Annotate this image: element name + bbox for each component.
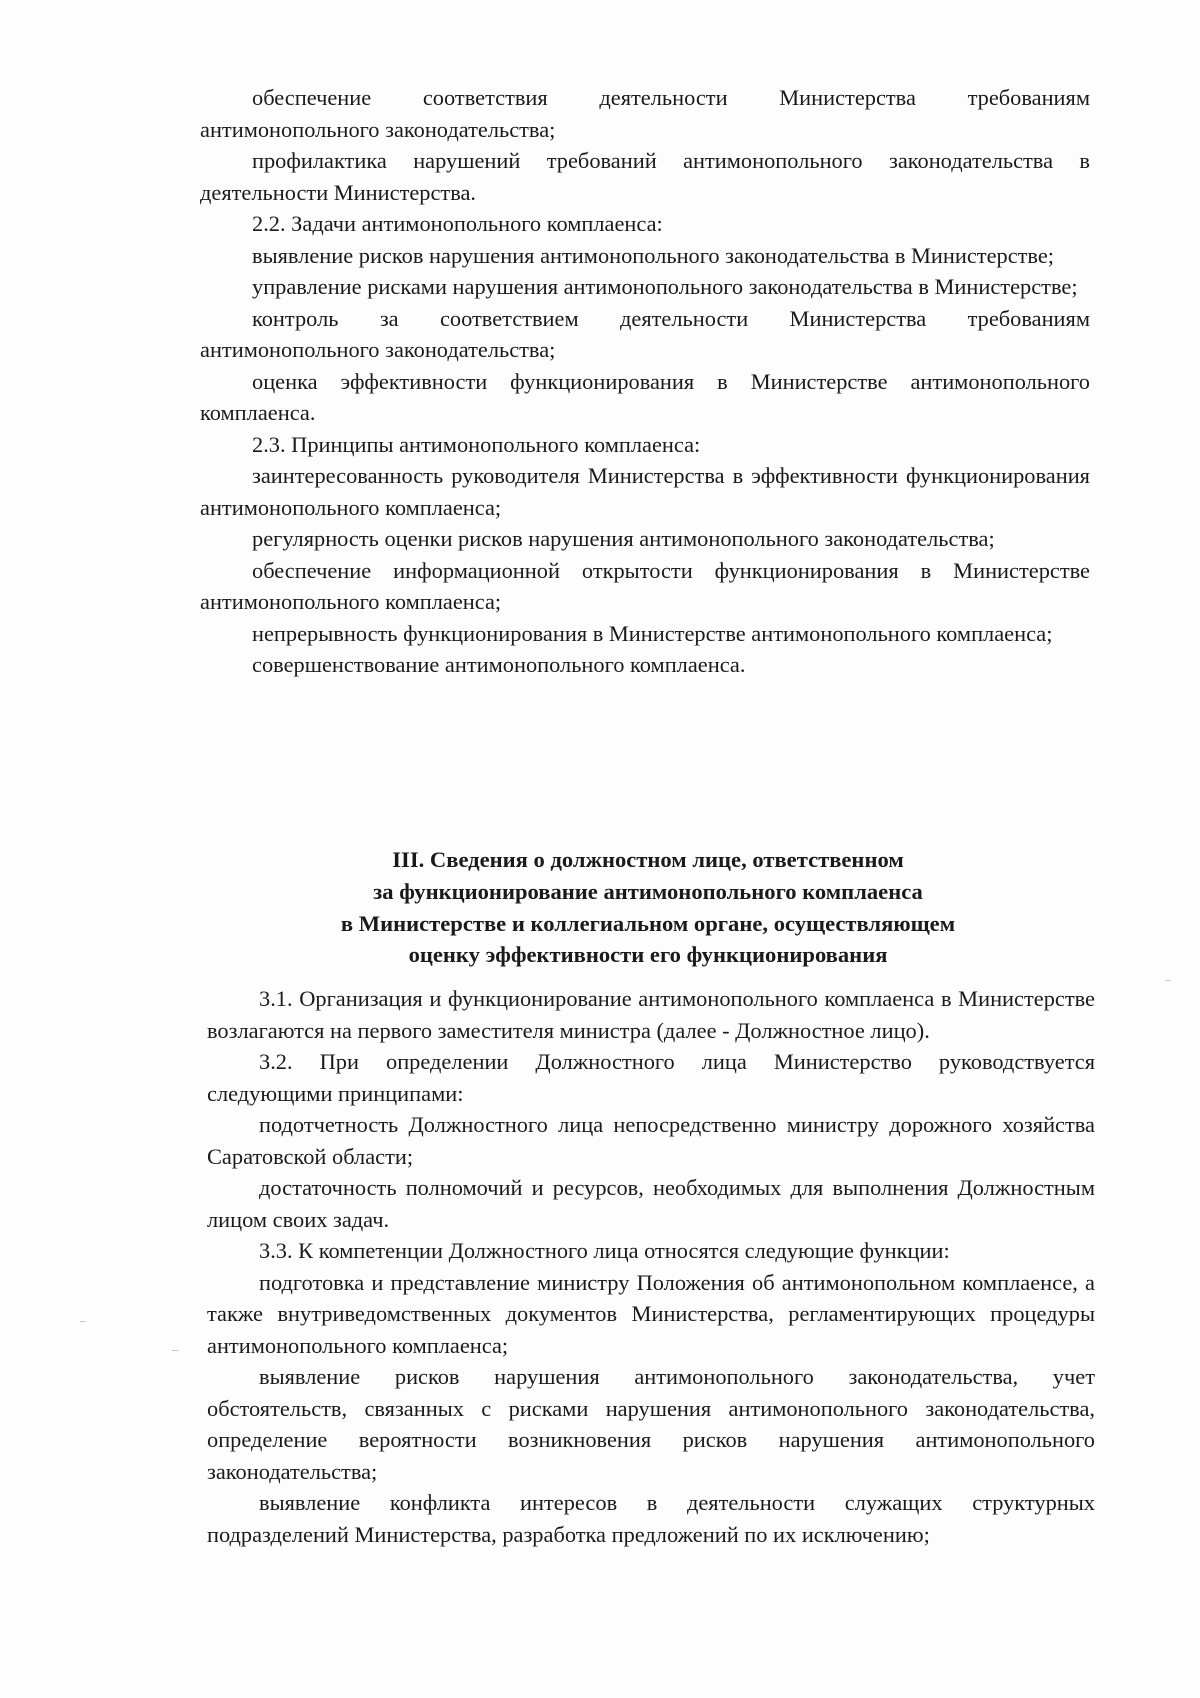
paragraph: подготовка и представление министру Положения об антимонопольном комплаенсе, а также внутриведомственных документов Министерства, регламентирующих процедуры антимонопольного комплаенса; bbox=[207, 1269, 1095, 1358]
paragraph: 2.2. Задачи антимонопольного комплаенса: bbox=[252, 211, 663, 236]
paragraph: заинтересованность руководителя Министерства в эффективности функционирования антимонопольного комплаенса; bbox=[200, 463, 1090, 520]
paragraph: подотчетность Должностного лица непосредственно министру дорожного хозяйства Саратовской области; bbox=[207, 1112, 1095, 1169]
paragraph: 3.3. К компетенции Должностного лица относятся следующие функции: bbox=[259, 1238, 950, 1263]
section-3-text bbox=[207, 983, 1095, 1550]
paragraph: выявление рисков нарушения антимонопольного законодательства в Министерстве; bbox=[252, 242, 1055, 268]
paragraph: регулярность оценки рисков нарушения антимонопольного законодательства; bbox=[252, 526, 995, 551]
paragraph: 2.3. Принципы антимонопольного комплаенса: bbox=[252, 431, 701, 457]
heading-line: за функционирование антимонопольного комплаенса bbox=[373, 878, 923, 904]
section-3-heading bbox=[200, 844, 1096, 971]
paragraph: выявление конфликта интересов в деятельности служащих структурных подразделений Министерства, разработка предложений по их исключению; bbox=[207, 1490, 1095, 1547]
paragraph: совершенствование антимонопольного комплаенса. bbox=[252, 652, 746, 677]
paragraph: непрерывность функционирования в Министерстве антимонопольного комплаенса; bbox=[252, 620, 1053, 646]
scan-speck bbox=[172, 1350, 178, 1351]
heading-line: в Министерстве и коллегиальном органе, осуществляющем bbox=[340, 910, 956, 936]
paragraph: профилактика нарушений требований антимонопольного законодательства в деятельности Министерства. bbox=[200, 148, 1090, 205]
paragraph: обеспечение информационной открытости функционирования в Министерстве антимонопольного комплаенса; bbox=[200, 557, 1090, 614]
heading-line: III. Сведения о должностном лице, ответственном bbox=[392, 847, 904, 872]
heading-line: оценку эффективности его функционирования bbox=[408, 942, 888, 968]
scan-speck bbox=[1165, 980, 1171, 981]
paragraph: выявление рисков нарушения антимонопольного законодательства, учет обстоятельств, связанных с рисками нарушения антимонопольного законодательства, определение вероятности возникновения рисков нарушения антимонопольного законодательства; bbox=[207, 1364, 1095, 1484]
paragraph: достаточность полномочий и ресурсов, необходимых для выполнения Должностным лицом своих задач. bbox=[207, 1175, 1095, 1232]
paragraph: обеспечение соответствия деятельности Министерства требованиям антимонопольного законодательства; bbox=[200, 85, 1090, 142]
section-2-text bbox=[200, 82, 1090, 681]
paragraph: оценка эффективности функционирования в Министерстве антимонопольного комплаенса. bbox=[200, 368, 1090, 425]
paragraph: 3.1. Организация и функционирование антимонопольного комплаенса в Министерстве возлагаются на первого заместителя министра (далее - Должностное лицо). bbox=[207, 986, 1095, 1043]
scan-speck bbox=[80, 1321, 86, 1322]
paragraph: 3.2. При определении Должностного лица Министерство руководствуется следующими принципами: bbox=[207, 1049, 1095, 1106]
paragraph: управление рисками нарушения антимонопольного законодательства в Министерстве; bbox=[252, 274, 1078, 299]
paragraph: контроль за соответствием деятельности Министерства требованиям антимонопольного законодательства; bbox=[200, 305, 1090, 362]
